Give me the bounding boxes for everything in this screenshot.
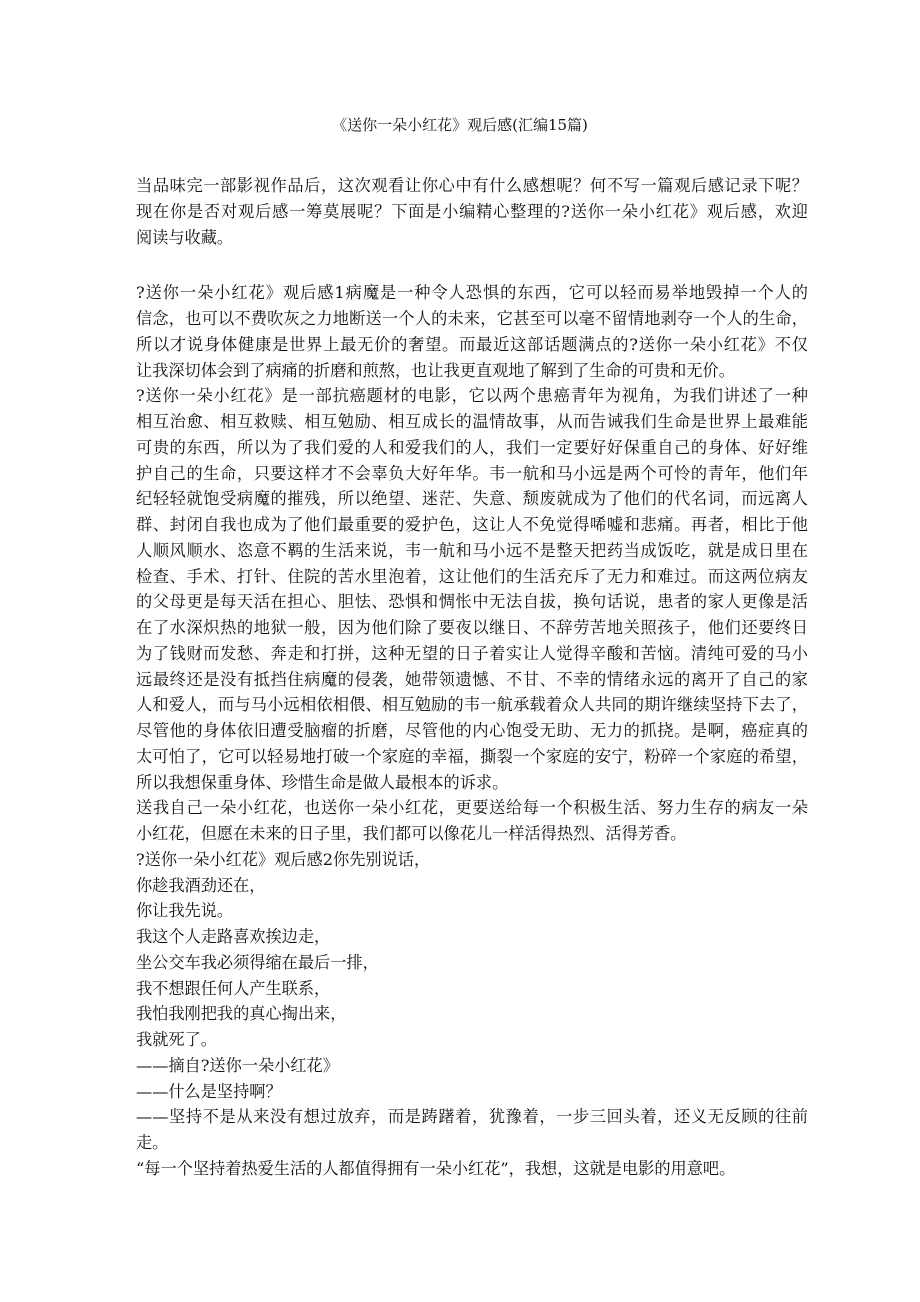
text-line: 你趁我酒劲还在， xyxy=(136,875,266,895)
document-title: 《送你一朵小红花》观后感(汇编15篇) xyxy=(332,116,588,134)
text-line: ——什么是坚持啊？ xyxy=(136,1081,282,1101)
text-line: 阅读与收藏。 xyxy=(136,227,234,247)
text-line: 的父母更是每天活在担心、胆怯、恐惧和惆怅中无法自拔，换句话说，患者的家人更像是活 xyxy=(136,592,808,612)
paragraph xyxy=(136,950,808,976)
text-line: 为了钱财而发愁、奔走和打拼，这种无望的日子着实让人觉得辛酸和苦恼。清纯可爱的马小 xyxy=(136,643,808,663)
text-line: 所以才说身体健康是世界上最无价的奢望。而最近这部话题满点的?送你一朵小红花》不仅 xyxy=(136,334,808,354)
text-line: ——摘自?送你一朵小红花》 xyxy=(136,1055,339,1075)
text-line: 现在你是否对观后感一筹莫展呢？下面是小编精心整理的?送你一朵小红花》观后感，欢迎 xyxy=(136,201,808,221)
paragraph xyxy=(136,873,808,899)
paragraph xyxy=(136,1053,808,1079)
text-line: ——坚持不是从来没有想过放弃，而是踌躇着，犹豫着，一步三回头着，还义无反顾的往前 xyxy=(136,1107,808,1127)
text-line: 当品味完一部影视作品后，这次观看让你心中有什么感想呢？何不写一篇观后感记录下呢？ xyxy=(136,176,808,195)
text-line: 送我自己一朵小红花，也送你一朵小红花，更要送给每一个积极生活、努力生存的病友一朵 xyxy=(136,798,808,818)
text-line: 尽管他的身体依旧遭受脑瘤的折磨，尽管他的内心饱受无助、无力的抓挠。是啊，癌症真的 xyxy=(136,721,808,740)
text-line: 我这个人走路喜欢挨边走， xyxy=(136,927,331,946)
text-line: ?送你一朵小红花》观后感1病魔是一种令人恐惧的东西，它可以轻而易举地毁掉一个人的 xyxy=(136,283,808,303)
paragraph xyxy=(136,1027,808,1053)
text-line: 相互治愈、相互救赎、相互勉励、相互成长的温情故事，从而告诫我们生命是世界上最难能 xyxy=(136,412,808,431)
paragraph xyxy=(136,173,808,250)
text-line: 护自己的生命，只要这样才不会辜负大好年华。韦一航和马小远是两个可怜的青年，他们年 xyxy=(136,463,808,483)
text-line: 信念，也可以不费吹灰之力地断送一个人的未来，它甚至可以毫不留情地剥夺一个人的生命， xyxy=(136,309,808,328)
paragraph xyxy=(136,383,808,795)
paragraph xyxy=(136,976,808,1002)
text-line: 检查、手术、打针、住院的苦水里泡着，这让他们的生活充斥了无力和难过。而这两位病友 xyxy=(136,566,808,586)
text-line: 你让我先说。 xyxy=(136,901,234,921)
paragraph xyxy=(136,1156,808,1182)
text-line: 太可怕了，它可以轻易地打破一个家庭的幸福，撕裂一个家庭的安宁，粉碎一个家庭的希望， xyxy=(136,746,808,766)
text-line: 人和爱人，而与马小远相依相偎、相互勉励的韦一航承载着众人共同的期许继续坚持下去了， xyxy=(136,695,808,715)
paragraph xyxy=(136,847,808,873)
text-line: ?送你一朵小红花》是一部抗癌题材的电影，它以两个患癌青年为视角，为我们讲述了一种 xyxy=(136,386,808,406)
intro-section xyxy=(136,173,808,250)
paragraph xyxy=(136,1001,808,1027)
text-line: 我就死了。 xyxy=(136,1030,217,1049)
document-body xyxy=(136,173,808,1182)
paragraph xyxy=(136,1079,808,1105)
text-line: 人顺风顺水、恣意不羁的生活来说，韦一航和马小远不是整天把药当成饭吃，就是成日里在 xyxy=(136,540,808,560)
text-line: 坐公交车我必须得缩在最后一排， xyxy=(136,952,379,972)
paragraph xyxy=(136,898,808,924)
text-line: 走。 xyxy=(136,1133,169,1152)
text-line: 我怕我刚把我的真心掏出来， xyxy=(136,1004,347,1024)
text-line: 在了水深炽热的地狱一般，因为他们除了要夜以继日、不辞劳苦地关照孩子，他们还要终日 xyxy=(136,618,808,637)
main-section xyxy=(136,280,808,1181)
text-line: 我不想跟任何人产生联系， xyxy=(136,978,331,998)
text-line: 远最终还是没有抵挡住病魔的侵袭，她带领遗憾、不甘、不幸的情绪永远的离开了自己的家 xyxy=(136,669,808,689)
paragraph xyxy=(136,924,808,950)
text-line: 小红花，但愿在未来的日子里，我们都可以像花儿一样活得热烈、活得芳香。 xyxy=(136,824,687,843)
text-line: 纪轻轻就饱受病魔的摧残，所以绝望、迷茫、失意、颓废就成为了他们的代名词，而远离人 xyxy=(136,489,808,509)
text-line: 让我深切体会到了病痛的折磨和煎熬，也让我更直观地了解到了生命的可贵和无价。 xyxy=(136,360,735,380)
text-line: ?送你一朵小红花》观后感2你先别说话， xyxy=(136,849,431,869)
text-line: “每一个坚持着热爱生活的人都值得拥有一朵小红花”，我想，这就是电影的用意吧。 xyxy=(136,1158,736,1178)
paragraph xyxy=(136,795,808,847)
paragraph xyxy=(136,280,808,383)
paragraph xyxy=(136,1104,808,1156)
text-line: 群、封闭自我也成为了他们最重要的爱护色，这让人不免觉得唏嘘和悲痛。再者，相比于他 xyxy=(136,515,808,534)
text-line: 所以我想保重身体、珍惜生命是做人最根本的诉求。 xyxy=(136,772,509,792)
text-line: 可贵的东西，所以为了我们爱的人和爱我们的人，我们一定要好好保重自己的身体、好好维 xyxy=(136,437,808,457)
